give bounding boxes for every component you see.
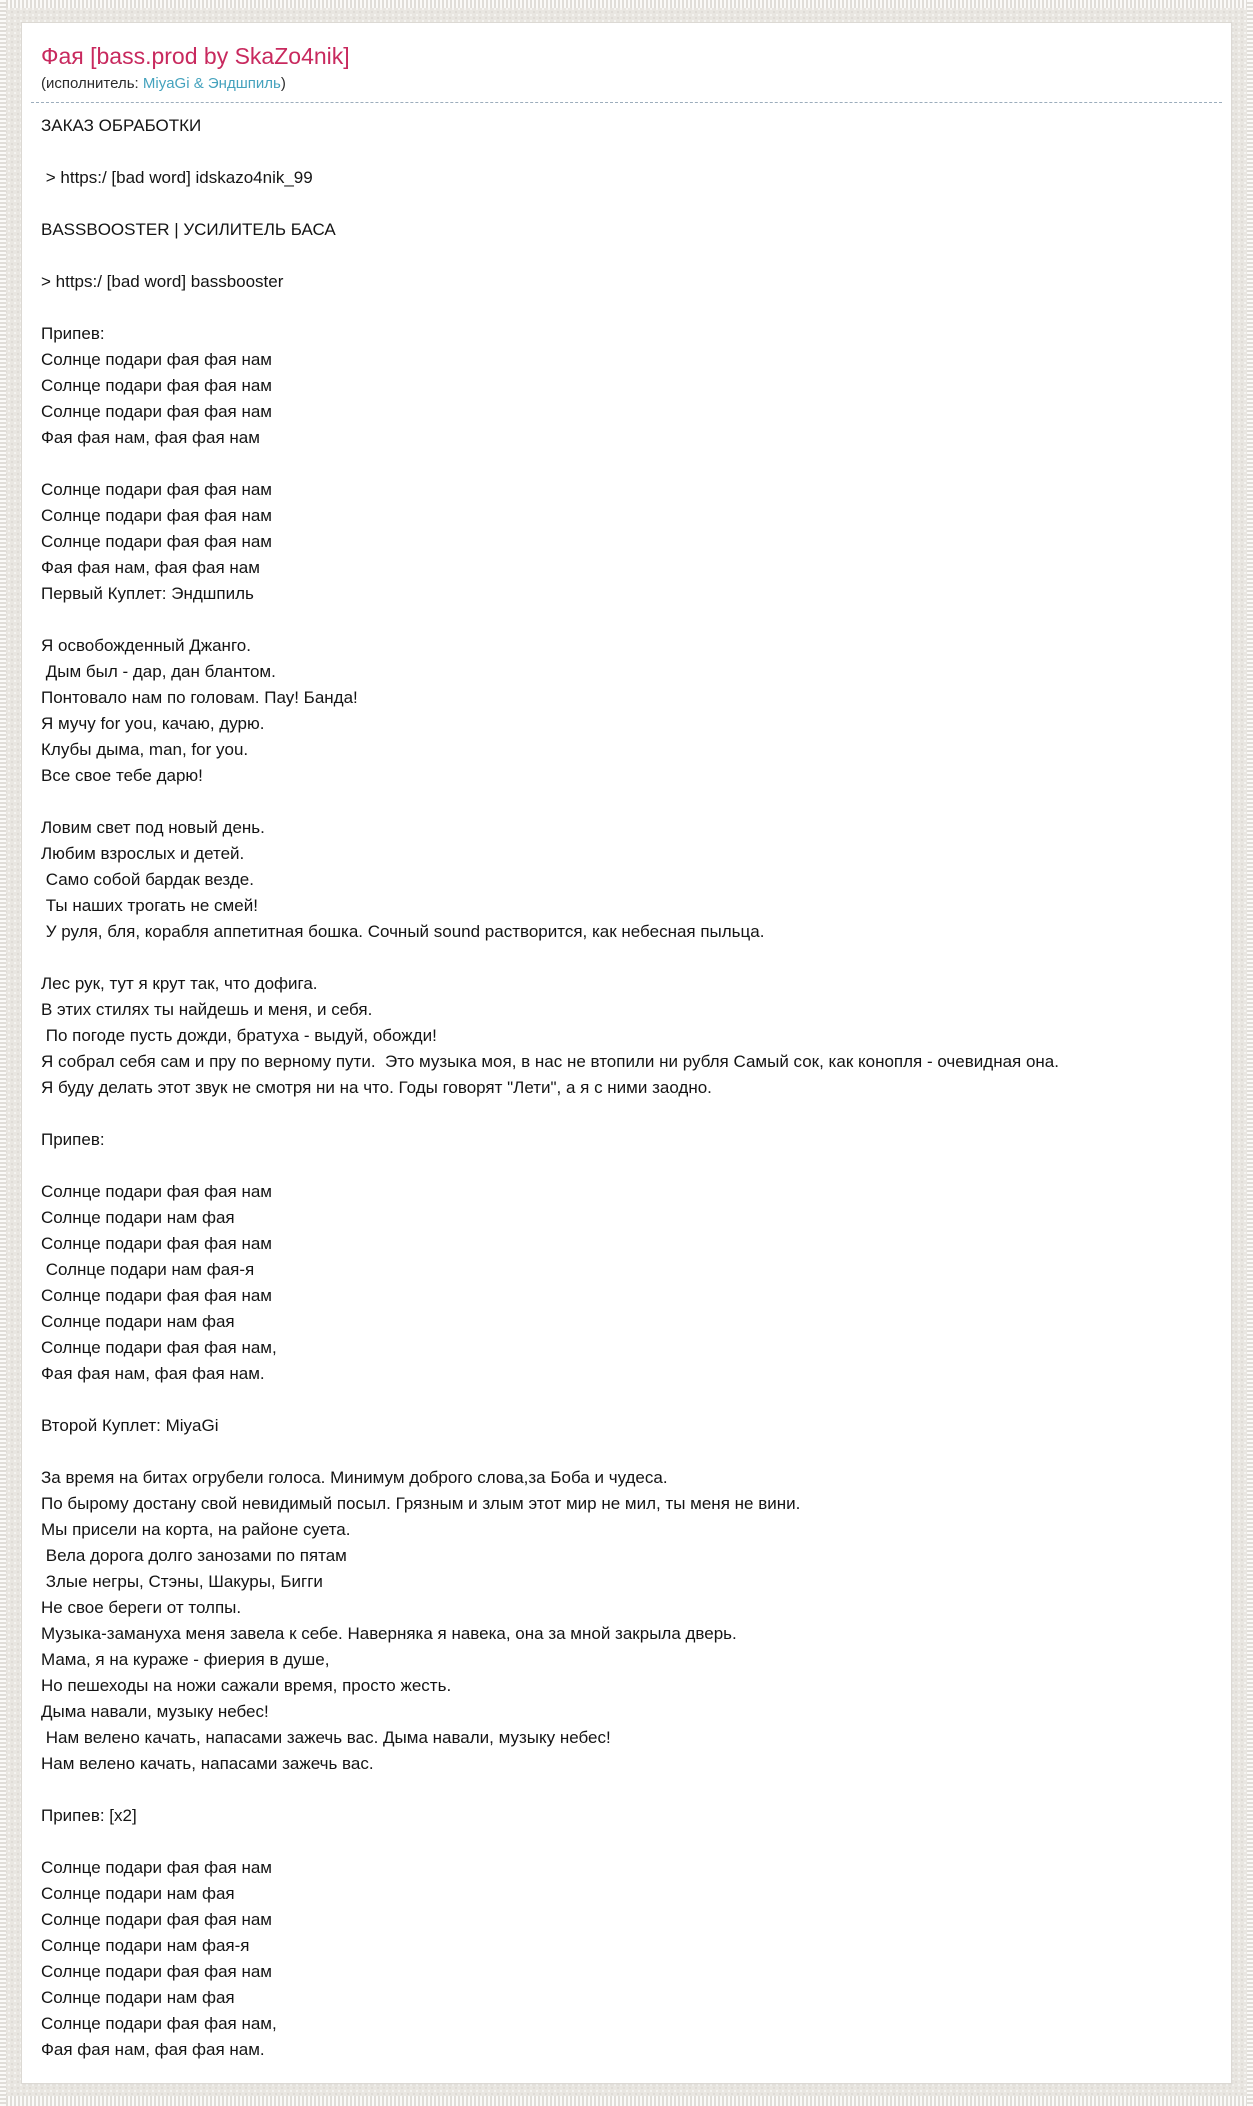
lyrics-line [41, 1829, 1212, 1855]
lyrics-line: Дыма навали, музыку небес! [41, 1702, 269, 1721]
lyrics-line: Лес рук, тут я крут так, что дофига. [41, 974, 318, 993]
lyrics-line: Солнце подари нам фая [41, 1312, 235, 1331]
lyrics-line [41, 1153, 1212, 1179]
lyrics-line: Солнце подари фая фая нам [41, 506, 272, 525]
lyrics-line: Ты наших трогать не смей! [41, 896, 258, 915]
page-edge-left [0, 0, 6, 2106]
lyrics-line: Солнце подари фая фая нам [41, 402, 272, 421]
lyrics-line: Солнце подари фая фая нам, [41, 2014, 277, 2033]
artist-line [41, 74, 1212, 94]
lyrics-line: Солнце подари фая фая нам [41, 1910, 272, 1929]
lyrics-line: Солнце подари нам фая [41, 1208, 235, 1227]
lyrics-line: Любим взрослых и детей. [41, 844, 245, 863]
artist-prefix: (исполнитель: [41, 75, 143, 92]
lyrics-line: Солнце подари фая фая нам [41, 1234, 272, 1253]
lyrics-line: Припев: [41, 324, 105, 343]
lyrics-line: Нам велено качать, напасами зажечь вас. Дыма навали, музыку небес! [41, 1728, 611, 1747]
lyrics-line [41, 295, 1212, 321]
lyrics-line [41, 451, 1212, 477]
lyrics-line: Солнце подари фая фая нам [41, 376, 272, 395]
lyrics-line: Солнце подари фая фая нам [41, 350, 272, 369]
lyrics-line: В этих стилях ты найдешь и меня, и себя. [41, 1000, 373, 1019]
artist-link[interactable]: MiyaGi & Эндшпиль [142, 75, 281, 92]
lyrics-line: Первый Куплет: Эндшпиль [41, 584, 254, 603]
lyrics-text [41, 113, 1212, 2063]
lyrics-line: Я освобожденный Джанго. [41, 636, 251, 655]
lyrics-line: Я буду делать этот звук не смотря ни на что. Годы говорят "Лети", а я с ними заодно. [41, 1078, 712, 1097]
lyrics-line: Нам велено качать, напасами зажечь вас. [41, 1754, 374, 1773]
page-edge-top [0, 0, 1253, 8]
lyrics-line [41, 243, 1212, 269]
lyrics-line: Солнце подари фая фая нам [41, 1962, 272, 1981]
page-edge-right [1247, 0, 1253, 2106]
lyrics-line: За время на битах огрубели голоса. Минимум доброго слова,за Боба и чудеса. [41, 1468, 668, 1487]
lyrics-line [41, 1439, 1212, 1465]
lyrics-line: Ловим свет под новый день. [41, 818, 265, 837]
lyrics-line: Солнце подари нам фая [41, 1884, 235, 1903]
lyrics-line: Солнце подари фая фая нам, [41, 1338, 277, 1357]
song-header [31, 41, 1222, 103]
lyrics-line [41, 1101, 1212, 1127]
lyrics-line: BASSBOOSTER | УСИЛИТЕЛЬ БАСА [41, 220, 336, 239]
lyrics-line: > https:/ [bad word] bassbooster [41, 272, 284, 291]
lyrics-line: Фая фая нам, фая фая нам. [41, 2040, 265, 2059]
lyrics-card [21, 22, 1232, 2084]
lyrics-line: Солнце подари фая фая нам [41, 532, 272, 551]
lyrics-line: Солнце подари фая фая нам [41, 1286, 272, 1305]
lyrics-line [41, 789, 1212, 815]
lyrics-line: Мама, я на кураже - фиерия в душе, [41, 1650, 330, 1669]
lyrics-line: Само собой бардак везде. [41, 870, 254, 889]
lyrics-line: Я мучу for you, качаю, дурю. [41, 714, 265, 733]
lyrics-line [41, 139, 1212, 165]
lyrics-line: Дым был - дар, дан блантом. [41, 662, 276, 681]
lyrics-line [41, 945, 1212, 971]
lyrics-line: Не свое береги от толпы. [41, 1598, 242, 1617]
lyrics-line: Фая фая нам, фая фая нам [41, 558, 260, 577]
lyrics-line: Солнце подари нам фая [41, 1988, 235, 2007]
lyrics-line: ЗАКАЗ ОБРАБОТКИ [41, 116, 202, 135]
lyrics-line: Солнце подари фая фая нам [41, 1182, 272, 1201]
lyrics-line: Солнце подари нам фая-я [41, 1936, 250, 1955]
lyrics-line: Солнце подари фая фая нам [41, 1858, 272, 1877]
lyrics-line: > https:/ [bad word] idskazo4nik_99 [41, 168, 313, 187]
song-title: Фая [bass.prod by SkaZo4nik] [41, 43, 350, 69]
lyrics-line: Клубы дыма, man, for you. [41, 740, 249, 759]
lyrics-line: Второй Куплет: MiyaGi [41, 1416, 219, 1435]
lyrics-line: Вела дорога долго занозами по пятам [41, 1546, 347, 1565]
lyrics-line: Мы присели на корта, на районе суета. [41, 1520, 351, 1539]
lyrics-line: По бырому достану свой невидимый посыл. Грязным и злым этот мир не мил, ты меня не вини. [41, 1494, 801, 1513]
lyrics-line: По погоде пусть дожди, братуха - выдуй, обожди! [41, 1026, 437, 1045]
lyrics-line: Музыка-замануха меня завела к себе. Наверняка я навека, она за мной закрыла дверь. [41, 1624, 737, 1643]
lyrics-line: Припев: [x2] [41, 1806, 137, 1825]
lyrics-line: Солнце подари фая фая нам [41, 480, 272, 499]
lyrics-line: Я собрал себя сам и пру по верному пути. Это музыка моя, в нас не втопили ни рубля Самый сок, как конопля - очевидная она. [41, 1052, 1059, 1071]
lyrics-line: Но пешеходы на ножи сажали время, просто жесть. [41, 1676, 452, 1695]
lyrics-line: Злые негры, Стэны, Шакуры, Бигги [41, 1572, 323, 1591]
lyrics-line [41, 191, 1212, 217]
artist-suffix: ) [280, 75, 286, 92]
lyrics-line [41, 1777, 1212, 1803]
lyrics-line: Фая фая нам, фая фая нам [41, 428, 260, 447]
lyrics-line: Понтовало нам по головам. Пау! Банда! [41, 688, 358, 707]
lyrics-line [41, 1387, 1212, 1413]
lyrics-line: Все свое тебе дарю! [41, 766, 203, 785]
page-edge-bottom [0, 2096, 1253, 2106]
lyrics-line: Солнце подари нам фая-я [41, 1260, 255, 1279]
lyrics-line: У руля, бля, корабля аппетитная бошка. Сочный sound растворится, как небесная пыльца. [41, 922, 765, 941]
lyrics-line: Припев: [41, 1130, 105, 1149]
lyrics-line [41, 607, 1212, 633]
lyrics-line: Фая фая нам, фая фая нам. [41, 1364, 265, 1383]
